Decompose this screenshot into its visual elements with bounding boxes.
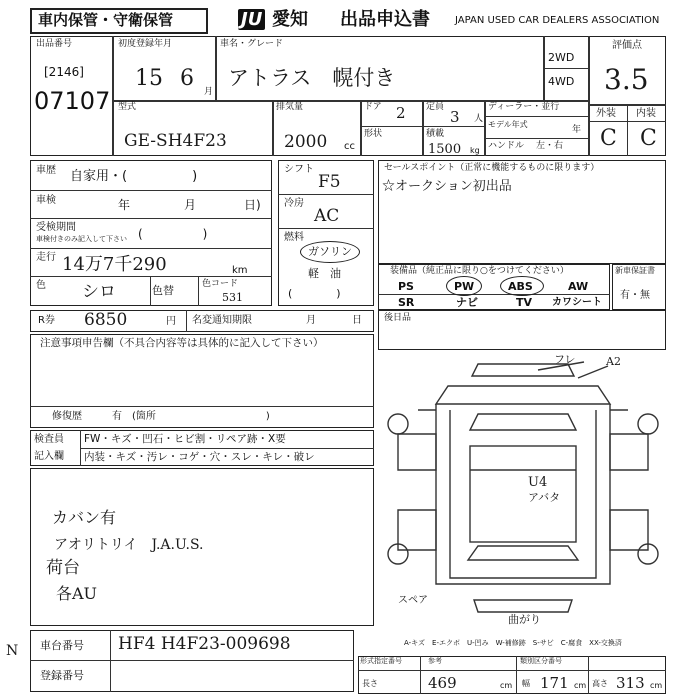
model-year-label: モデル年式	[488, 120, 528, 129]
form-title: 出品申込書	[340, 9, 430, 30]
diagram-mark-spare: スペア	[398, 595, 428, 606]
registration-month: 6	[180, 66, 194, 91]
model-value: GE-SH4F23	[124, 131, 227, 151]
interior-grade: C	[640, 126, 657, 151]
hline-doors	[360, 126, 484, 127]
shape-label: 形状	[364, 129, 383, 139]
hl-notes	[30, 406, 374, 407]
margin-mark: N	[6, 643, 19, 659]
capacity-value: 3	[450, 108, 460, 126]
width-value: 171	[540, 674, 569, 692]
drive-2wd: 2WD	[548, 51, 575, 64]
capacity-label: 定員	[426, 102, 445, 112]
vl-spec2	[516, 656, 517, 694]
load-label: 積載	[426, 129, 445, 139]
note-line-2: アオリトリイ J.A.U.S.	[54, 537, 204, 553]
equipment-label: 装備品（純正品に限り○をつけてください）	[390, 266, 569, 276]
lot-label: 出品番号	[36, 39, 73, 49]
diagram-mark-abata: アバタ	[528, 491, 561, 504]
notes-label: 注意事項申告欄（不具合内容等は具体的に記入して下さい）	[40, 337, 324, 349]
damage-legend: A-キズ E-エクボ U-凹み W-補修跡 S-サビ C-腐食 XX-交換済	[404, 639, 622, 647]
fuel-bracket: ( )	[288, 287, 341, 300]
drive-4wd: 4WD	[548, 75, 575, 88]
vline-cap	[422, 100, 424, 156]
nameplate-month: 月	[306, 315, 316, 326]
shift-value: F5	[318, 172, 341, 192]
association-name: JAPAN USED CAR DEALERS ASSOCIATION	[455, 15, 660, 26]
vl-spec1	[420, 656, 421, 694]
guarantee-label: 受検期間	[36, 222, 76, 233]
displacement-label: 排気量	[276, 102, 304, 112]
equip-kawaseat: カワシート	[552, 297, 602, 308]
length-value: 469	[428, 674, 457, 692]
vline-rating	[588, 36, 590, 156]
vline-lot	[112, 36, 114, 156]
model-label: 型式	[118, 102, 137, 112]
rear-seat-label: 後日品	[384, 313, 412, 323]
length-unit: cm	[500, 681, 513, 690]
interior-label: 内装	[636, 108, 656, 119]
height-value: 313	[616, 674, 645, 692]
diagram-mark-a2: A2	[606, 355, 621, 368]
mileage-unit: km	[232, 265, 248, 276]
car-name-label: 車名・グレード	[220, 39, 284, 49]
mileage-label: 走行	[36, 252, 56, 263]
diagram-mark-bent: 曲がり	[508, 613, 541, 626]
recycle-label: R券	[38, 315, 55, 326]
equip-aw: AW	[568, 280, 589, 293]
equip-tv: TV	[516, 296, 533, 309]
capacity-unit: 人	[474, 114, 484, 124]
hl-ac	[278, 228, 374, 229]
warranty-value: 有・無	[620, 290, 650, 301]
mileage-value: 14万7千290	[62, 254, 167, 275]
hl-m2	[30, 218, 272, 219]
equip-navi: ナビ	[456, 296, 478, 309]
vline-doors	[360, 100, 362, 156]
history-label: 車歴	[36, 165, 56, 176]
hline-dealer1	[484, 116, 588, 117]
hl-m4	[30, 276, 272, 277]
vl-inspector	[80, 430, 81, 466]
color-code: 531	[222, 291, 243, 304]
diagram-mark-fure: フレ	[554, 353, 576, 366]
equip-sr: SR	[398, 296, 415, 309]
registration-year: 15	[135, 66, 163, 91]
handle-options: 左・右	[536, 141, 564, 151]
fuel-gasoline: ガソリン	[308, 245, 352, 258]
rear-seat-block	[378, 310, 666, 350]
hl-spec	[358, 670, 666, 671]
vl-color2	[198, 276, 199, 306]
note-line-1: カバン有	[52, 508, 117, 527]
ju-logo: JU	[238, 9, 265, 30]
vline-dealer	[484, 100, 486, 156]
width-label: 幅	[522, 679, 530, 688]
ac-label: 冷房	[284, 198, 304, 209]
color-label: 色	[36, 280, 46, 291]
diagram-mark-u4: U4	[528, 475, 548, 490]
guarantee-note: 車検付きのみ記入して下さい	[36, 235, 127, 243]
inspector-fw-row: FW・キズ・凹石・ヒビ割・リペア跡・X要	[84, 433, 286, 445]
vline-rating-mid	[627, 104, 628, 156]
note-line-3: 荷台	[46, 558, 80, 578]
nameplate-day: 日	[352, 315, 362, 326]
height-label: 高さ	[592, 679, 608, 688]
lot-number: 07107	[34, 87, 111, 115]
displacement-unit: cc	[344, 141, 355, 152]
vl-recycle	[186, 310, 187, 332]
hl-m1	[30, 190, 272, 191]
vline-disp	[272, 100, 274, 156]
region-label: 愛知	[272, 9, 308, 30]
equip-ps: PS	[398, 280, 414, 293]
guarantee-value: ( )	[138, 227, 208, 241]
hl-shift	[278, 194, 374, 195]
note-line-4: 各AU	[56, 584, 98, 603]
exterior-label: 外装	[596, 108, 616, 119]
inspection-day: 日)	[244, 198, 261, 212]
ac-value: AC	[314, 206, 340, 226]
color-value: シロ	[82, 282, 116, 302]
rating-label: 評価点	[612, 40, 642, 51]
recycle-value: 6850	[84, 310, 128, 330]
vl-spec3	[588, 656, 589, 694]
car-name-value: アトラス 幌付き	[228, 66, 396, 90]
height-unit: cm	[650, 681, 663, 690]
hline-dealer2	[484, 138, 588, 139]
model-year-unit: 年	[572, 125, 582, 135]
nameplate-label: 名変通知期限	[192, 315, 252, 326]
sales-point-block	[378, 160, 666, 264]
vline-reg	[215, 36, 217, 100]
chassis-label: 車台番号	[40, 639, 84, 652]
registration-month-unit: 月	[204, 87, 214, 97]
repair-label: 修復歴	[52, 411, 82, 422]
hl-inspector	[80, 448, 374, 449]
warranty-label: 新車保証書	[615, 266, 655, 275]
hline-drive	[543, 68, 588, 69]
registration-label: 初度登録年月	[118, 39, 173, 49]
color-change-label: 色替	[152, 284, 174, 297]
hl-chassis	[30, 660, 354, 661]
equip-pw: PW	[454, 280, 475, 293]
rating-score: 3.5	[604, 63, 649, 96]
vl-chassis	[110, 630, 111, 692]
storage-label: 車内保管・守衛保管	[38, 11, 174, 29]
type-no-label: 形式指定番号	[360, 657, 402, 665]
hl-eq	[378, 294, 610, 295]
inspector-label-2: 記入欄	[34, 451, 64, 462]
fuel-label: 燃料	[284, 232, 304, 243]
shift-label: シフト	[284, 164, 314, 175]
history-value: 自家用・( )	[70, 169, 198, 184]
inspection-label: 車検	[36, 195, 56, 206]
handle-label: ハンドル	[488, 141, 525, 151]
inspector-interior-row: 内装・キズ・汚レ・コゲ・穴・スレ・キレ・破レ	[84, 451, 315, 463]
doors-value: 2	[396, 104, 406, 122]
dealer-label: ディーラー・並行	[488, 102, 560, 112]
vl-color1	[150, 276, 151, 306]
length-label: 長さ	[362, 679, 378, 688]
doors-label: ドア	[364, 102, 382, 112]
displacement-value: 2000	[284, 132, 328, 152]
color-code-label: 色コード	[202, 279, 239, 289]
inspection-year: 年	[118, 198, 131, 212]
exterior-grade: C	[600, 126, 617, 151]
chassis-value: HF4 H4F23-009698	[118, 634, 291, 654]
width-unit: cm	[574, 681, 587, 690]
hl-m3	[30, 248, 272, 249]
inspector-label-1: 検査員	[34, 434, 64, 445]
class-no-label: 類別区分番号	[520, 657, 562, 665]
sales-point-value: ☆オークション初出品	[382, 179, 512, 194]
equip-abs: ABS	[508, 280, 533, 293]
reg-number-label: 登録番号	[40, 669, 84, 682]
lot-sub: [2146]	[44, 65, 84, 79]
load-value: 1500	[428, 142, 462, 157]
recycle-unit: 円	[166, 316, 176, 327]
repair-value: 有 (箇所 )	[112, 411, 270, 422]
type-ref-label: 参考	[428, 657, 442, 665]
inspection-month: 月	[184, 198, 197, 212]
fuel-diesel: 軽 油	[308, 267, 341, 280]
sales-point-label: セールスポイント（正常に機能するものに限ります）	[384, 163, 600, 173]
load-unit: kg	[470, 146, 480, 155]
